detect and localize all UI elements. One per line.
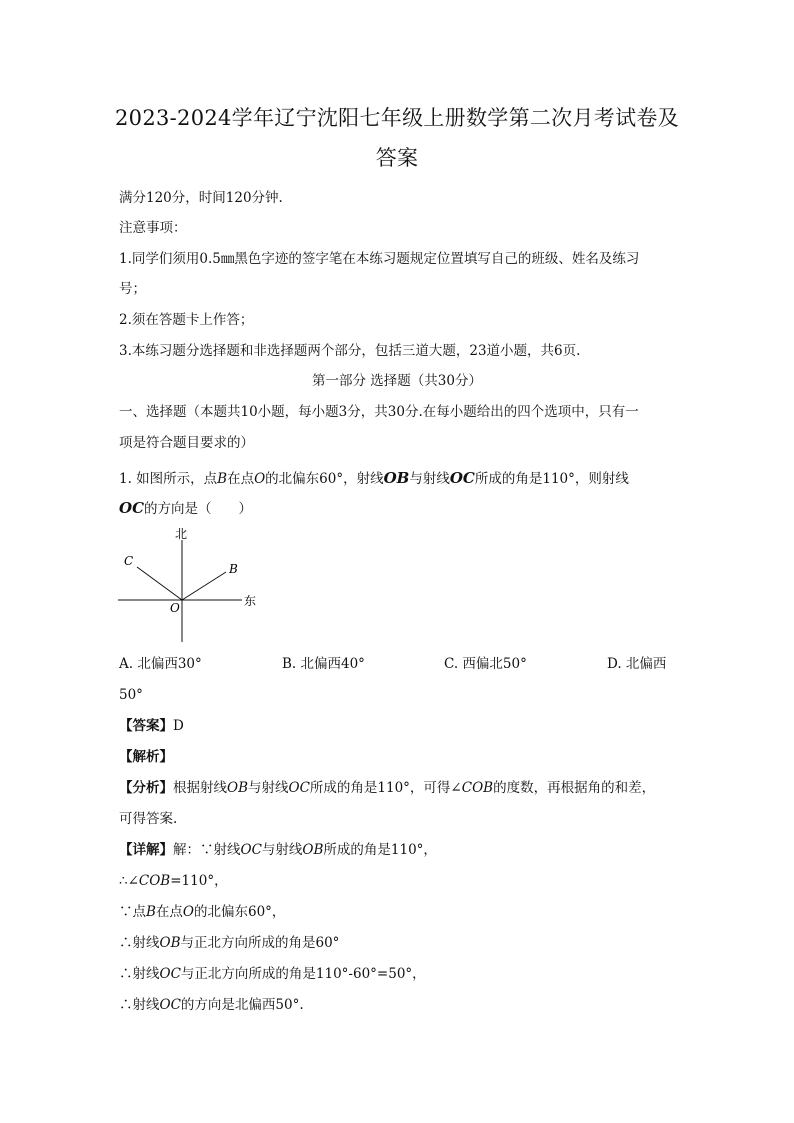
detail-text: =110°， <box>170 873 228 889</box>
ray-label: OB <box>383 469 410 487</box>
fenxi-line1 <box>119 778 655 798</box>
ray-label: OB <box>159 935 181 951</box>
section-one-line2: 项是符合题目要求的） <box>119 435 254 451</box>
option-d-continued: 50° <box>119 687 143 703</box>
point-label: B <box>146 904 156 920</box>
score-time-line: 满分120分，时间120分钟. <box>119 190 283 206</box>
ray-label: OC <box>159 997 181 1013</box>
detail-line3 <box>119 902 285 922</box>
fenxi-text: 所成的角是110°，可得∠ <box>309 780 462 796</box>
angle-label: COB <box>461 780 494 796</box>
detail-text: 在点 <box>155 904 183 920</box>
detail-text: 解：∵射线 <box>173 842 241 858</box>
detail-text: 与射线 <box>261 842 303 858</box>
ray-label: OC <box>240 842 262 858</box>
option-b: B. 北偏西40° <box>282 656 365 672</box>
north-label: 北 <box>175 527 188 541</box>
question-1-stem-line1 <box>119 468 629 489</box>
answer-line <box>119 716 184 736</box>
ray-label: OB <box>302 842 324 858</box>
part1-heading: 第一部分 选择题（共30分） <box>312 373 482 389</box>
q1-stem-text: 1. 如图所示，点 <box>119 471 218 487</box>
ray-label: OC <box>119 499 145 517</box>
detail-text: 所成的角是110°， <box>323 842 437 858</box>
point-o-label: O <box>170 601 180 615</box>
document-title-line1: 2023-2024学年辽宁沈阳七年级上册数学第二次月考试卷及 <box>115 106 679 130</box>
point-label: B <box>217 471 228 487</box>
detail-line5 <box>119 964 426 984</box>
analysis-label: 【解析】 <box>119 749 173 765</box>
detail-text: ∵点 <box>119 904 146 920</box>
fenxi-label: 【分析】 <box>119 780 173 796</box>
notes-heading: 注意事项： <box>119 220 187 236</box>
detail-text: ∴射线 <box>119 935 160 951</box>
east-label: 东 <box>244 594 257 608</box>
ray-label: OC <box>159 966 181 982</box>
ray-label: OB <box>227 780 248 796</box>
detail-text: ∴∠ <box>119 873 139 889</box>
q1-stem-text: 的北偏东60°，射线 <box>265 471 384 487</box>
point-b-label: B <box>229 562 238 576</box>
q1-stem-text: 在点 <box>227 471 255 487</box>
detail-text: 的方向是北偏西50°. <box>180 997 304 1013</box>
q1-stem-text: 的方向是（ ） <box>144 501 253 517</box>
detail-text: ∴射线 <box>119 997 160 1013</box>
detail-text: ∴射线 <box>119 966 160 982</box>
option-d: D. 北偏西 <box>607 656 667 672</box>
q1-stem-text: 与射线 <box>409 471 450 487</box>
detail-line1 <box>119 840 437 860</box>
option-c: C. 西偏北50° <box>444 656 527 672</box>
detail-label: 【详解】 <box>119 842 173 858</box>
note-3: 3.本练习题分选择题和非选择题两个部分，包括三道大题，23道小题，共6页. <box>119 343 581 359</box>
point-label: O <box>254 471 266 487</box>
detail-text: 与正北方向所成的角是110°-60°=50°， <box>180 966 426 982</box>
point-label: O <box>182 904 194 920</box>
angle-label: COB <box>138 873 171 889</box>
document-title-line2: 答案 <box>375 146 419 170</box>
ray-oc <box>137 567 182 600</box>
ray-label: OC <box>288 780 310 796</box>
fenxi-line2: 可得答案. <box>119 811 178 827</box>
direction-figure <box>110 522 270 648</box>
fenxi-text: 与射线 <box>248 780 289 796</box>
note-1-line1: 1.同学们须用0.5㎜黑色字迹的签字笔在本练习题规定位置填写自己的班级、姓名及练习 <box>119 251 640 267</box>
question-1-stem-line2 <box>119 498 252 519</box>
point-c-label: C <box>124 554 134 568</box>
ray-ob <box>182 572 226 600</box>
detail-line2 <box>119 871 228 891</box>
detail-text: 与正北方向所成的角是60° <box>180 935 340 951</box>
answer-value: D <box>173 718 184 734</box>
answer-label: 【答案】 <box>119 718 173 734</box>
section-one-line1: 一、选择题（本题共10小题，每小题3分，共30分.在每小题给出的四个选项中，只有一 <box>119 404 639 420</box>
detail-text: 的北偏东60°， <box>194 904 286 920</box>
fenxi-text: 的度数，再根据角的和差， <box>493 780 656 796</box>
option-a: A. 北偏西30° <box>119 656 202 672</box>
ray-label: OC <box>449 469 475 487</box>
detail-line4 <box>119 933 339 953</box>
fenxi-text: 根据射线 <box>173 780 227 796</box>
note-1-line2: 号； <box>119 281 146 297</box>
note-2: 2.须在答题卡上作答； <box>119 312 254 328</box>
detail-line6 <box>119 995 304 1015</box>
q1-stem-text: 所成的角是110°，则射线 <box>474 471 629 487</box>
